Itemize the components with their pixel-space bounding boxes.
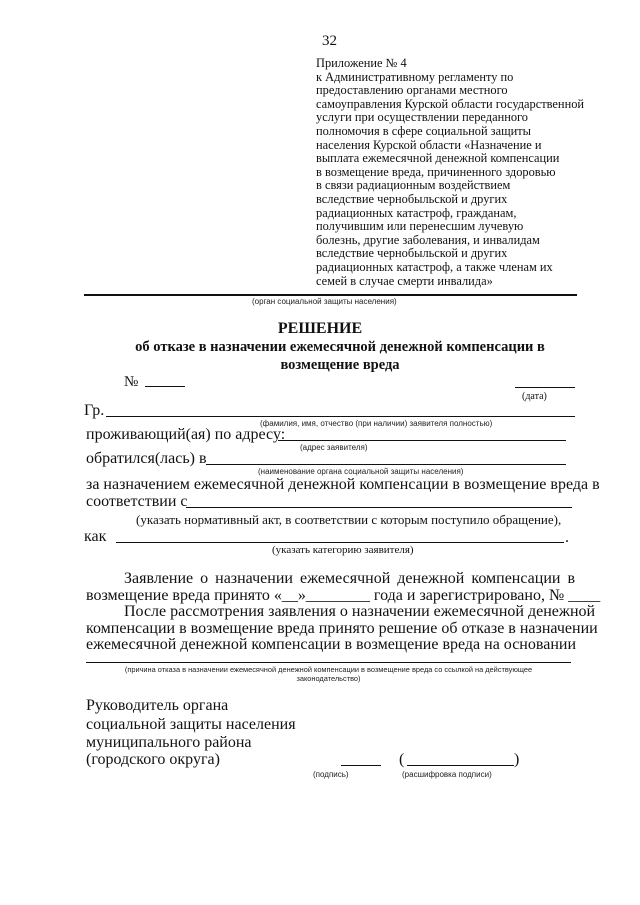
signer-line-2: социальной защиты населения <box>86 716 296 733</box>
appendix-line: населения Курской области «Назначение и <box>316 137 542 152</box>
appendix-line: в связи радиационным воздействием <box>316 178 511 193</box>
date-caption: (дата) <box>522 391 547 402</box>
sign-line <box>341 765 381 766</box>
appendix-line: радиационных катастроф, гражданам, <box>316 205 517 220</box>
kak-line <box>116 542 564 543</box>
document-subtitle: об отказе в назначении ежемесячной денежной компенсации в <box>135 339 545 355</box>
applied-label: обратился(лась) в <box>86 450 207 467</box>
appendix-line: выплата ежемесячной денежной компенсации <box>316 151 560 166</box>
gr-caption: (фамилия, имя, отчество (при наличии) заявителя полностью) <box>260 419 493 428</box>
signer-line: Руководитель органа <box>86 697 229 714</box>
decode-caption: (расшифровка подписи) <box>402 770 492 779</box>
organ-line <box>84 294 577 296</box>
open-paren: ( <box>399 751 405 768</box>
page-number: 32 <box>322 33 337 49</box>
applied-caption: (наименование органа социальной защиты населения) <box>258 467 464 476</box>
appendix-block <box>316 57 586 288</box>
category-caption: (указать категорию заявителя) <box>272 544 414 556</box>
appendix-line: вследствие чернобыльской и других <box>316 246 508 261</box>
appendix-line: радиационных катастроф, а также членам их <box>316 259 553 274</box>
address-label: проживающий(ая) по адресу: <box>86 426 286 443</box>
normative-line <box>186 507 572 508</box>
reason-line <box>86 662 571 663</box>
decode-line <box>407 765 514 766</box>
appendix-line: полномочия в сфере социальной защиты <box>316 123 531 138</box>
close-paren: ) <box>514 751 520 768</box>
body-p2-line3: ежемесячной денежной компенсации в возмещение вреда на основании <box>86 636 576 653</box>
body-p2-line2: компенсации в возмещение вреда принято решение об отказе в назначении <box>86 620 598 637</box>
reason-caption-2: законодательство) <box>296 674 361 683</box>
signer-line-4: (городского округа) <box>86 751 220 768</box>
address-line <box>278 440 566 441</box>
body-p2-line1: После рассмотрения заявления о назначении ежемесячной денежной <box>124 603 596 620</box>
purpose-line-2: соответствии с <box>86 493 188 510</box>
normative-caption: (указать нормативный акт, в соответствии с которым поступило обращение), <box>136 512 562 527</box>
appendix-line: получившим или перенесшим лучевую <box>316 219 524 234</box>
document-subtitle-2: возмещение вреда <box>280 357 400 373</box>
applied-line <box>206 464 566 465</box>
appendix-line: самоуправления Курской области государственной <box>316 96 585 111</box>
appendix-line: в возмещение вреда, причиненного здоровью <box>316 164 556 179</box>
kak-label: как <box>84 528 107 545</box>
document-title: РЕШЕНИЕ <box>277 320 363 337</box>
purpose-line: за назначением ежемесячной денежной компенсации в возмещение вреда в <box>86 476 600 493</box>
gr-label: Гр. <box>84 402 105 419</box>
appendix-line: болезнь, другие заболевания, и инвалидам <box>316 232 540 247</box>
appendix-line: Приложение № 4 <box>316 56 407 70</box>
appendix-line: предоставлению органами местного <box>316 83 508 98</box>
date-line <box>515 387 575 388</box>
appendix-line: вследствие чернобыльской и других <box>316 191 508 206</box>
gr-line <box>106 416 575 417</box>
reason-caption: (причина отказа в назначении ежемесячной денежной компенсации в возмещение вреда со ссылкой на действующее <box>124 665 533 674</box>
organ-caption: (орган социальной защиты населения) <box>252 297 397 306</box>
address-caption: (адрес заявителя) <box>300 443 368 452</box>
sign-caption: (подпись) <box>313 770 349 779</box>
signer-line-3: муниципального района <box>86 734 252 751</box>
number-label: № <box>124 374 139 390</box>
kak-end: . <box>565 529 569 546</box>
appendix-line: семей в случае смерти инвалида» <box>316 273 493 288</box>
appendix-line: услуги при осуществлении переданного <box>316 110 528 125</box>
body-p1-line1: Заявление о назначении ежемесячной денежной компенсации в <box>124 570 575 587</box>
number-line <box>145 386 185 387</box>
appendix-line: к Административному регламенту по <box>316 69 514 84</box>
body-p1-line2: возмещение вреда принято «__»________ года и зарегистрировано, № ____ <box>86 587 601 604</box>
